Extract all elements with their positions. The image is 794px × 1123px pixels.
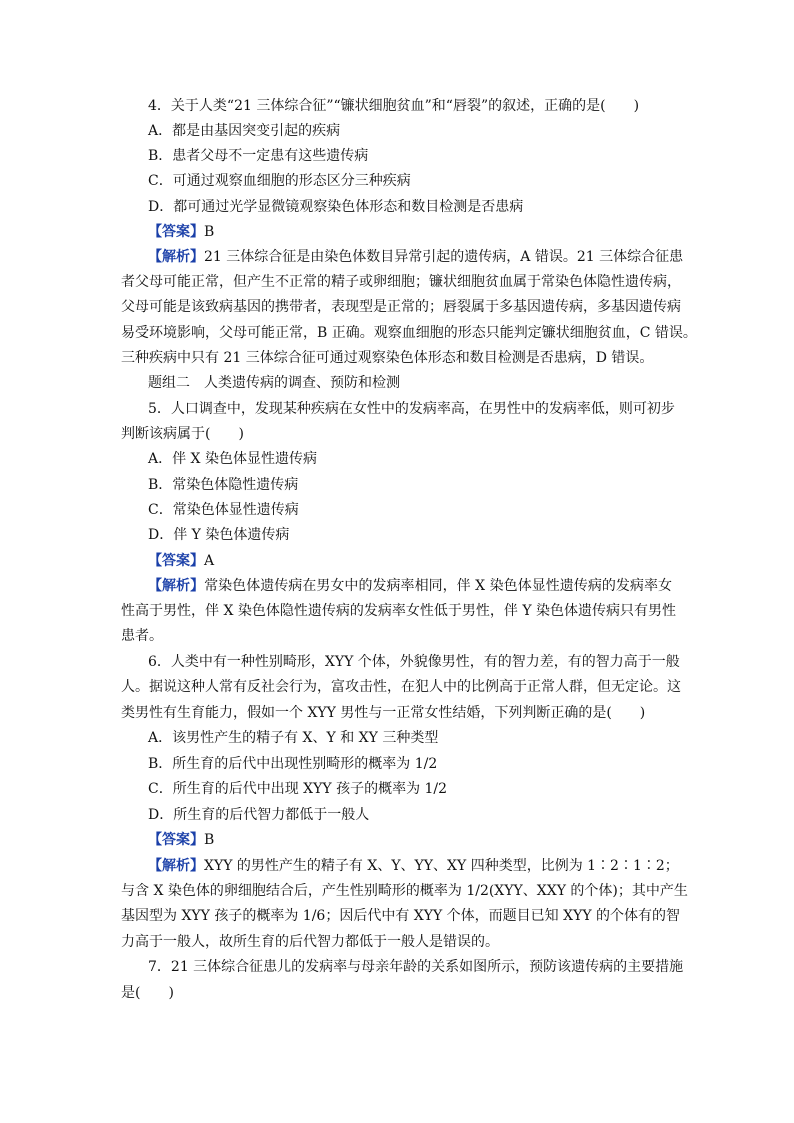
- answer-tag: 【答案】: [148, 832, 204, 848]
- q4-option-d: D．都可通过光学显微镜观察染色体形态和数目检测是否患病: [148, 199, 524, 215]
- q6-explain-line-2: 与含 X 染色体的卵细胞结合后，产生性别畸形的概率为 1/2(XYY、XXY 的个体)；其中产生: [121, 883, 688, 899]
- q4-explain-line-4: 易受环境影响，父母可能正常，B 正确。观察血细胞的形态只能判定镰状细胞贫血，C 错误。: [121, 325, 697, 341]
- q5-option-b: B．常染色体隐性遗传病: [148, 477, 299, 493]
- q6-stem-line-2: 人。据说这种人常有反社会行为，富攻击性，在犯人中的比例高于正常人群，但无定论。这: [121, 679, 681, 695]
- answer-tag: 【答案】: [148, 224, 204, 240]
- q6-explain-line-4: 力高于一般人，故所生育的后代智力都低于一般人是错误的。: [121, 934, 499, 950]
- explain-text: 21 三体综合征是由染色体数目异常引起的遗传病，A 错误。21 三体综合征患: [204, 249, 684, 265]
- explain-tag: 【解析】: [148, 858, 204, 874]
- q4-explain-line-3: 父母可能是该致病基因的携带者，表现型是正常的；唇裂属于多基因遗传病，多基因遗传病: [121, 299, 681, 315]
- q6-explain-line-3: 基因型为 XYY 孩子的概率为 1/6；因后代中有 XYY 个体，而题目已知 XYY 的个体有的智: [121, 908, 681, 924]
- q5-explain-line-3: 患者。: [121, 628, 163, 644]
- q6-option-a: A．该男性产生的精子有 X、Y 和 XY 三种类型: [148, 730, 439, 746]
- answer-value: B: [204, 224, 215, 240]
- q4-option-b: B．患者父母不一定患有这些遗传病: [148, 148, 369, 164]
- q5-option-c: C．常染色体显性遗传病: [148, 502, 299, 518]
- q4-option-a: A．都是由基因突变引起的疾病: [148, 123, 341, 139]
- answer-value: A: [204, 553, 215, 569]
- q5-stem-line-2: 判断该病属于( ): [121, 426, 244, 442]
- q6-answer: [148, 831, 214, 849]
- q5-answer: [148, 552, 214, 570]
- q4-option-c: C．可通过观察血细胞的形态区分三种疾病: [148, 173, 411, 189]
- explain-text: XYY 的男性产生的精子有 X、Y、YY、XY 四种类型，比例为 1∶2∶1∶2；: [204, 858, 679, 874]
- q7-stem-line-1: 7．21 三体综合征患儿的发病率与母亲年龄的关系如图所示，预防该遗传病的主要措施: [148, 959, 684, 975]
- q4-explain-line-5: 三种疾病中只有 21 三体综合征可通过观察染色体形态和数目检测是否患病，D 错误。: [121, 350, 654, 366]
- explain-tag: 【解析】: [148, 249, 204, 265]
- q6-explain-line-1: [148, 857, 679, 875]
- q5-explain-line-1: [148, 577, 672, 595]
- q6-option-d: D．所生育的后代智力都低于一般人: [148, 807, 370, 823]
- q4-stem: 4．关于人类“21 三体综合征”“镰状细胞贫血”和“唇裂”的叙述，正确的是( ): [148, 98, 640, 114]
- q4-explain-line-1: [148, 248, 684, 266]
- explain-tag: 【解析】: [148, 578, 205, 594]
- q5-option-a: A．伴 X 染色体显性遗传病: [148, 451, 317, 467]
- q5-option-d: D．伴 Y 染色体遗传病: [148, 527, 290, 543]
- answer-tag: 【答案】: [148, 553, 204, 569]
- q4-explain-line-2: 者父母可能正常，但产生不正常的精子或卵细胞；镰状细胞贫血属于常染色体隐性遗传病，: [121, 274, 681, 290]
- group-heading: 题组二 人类遗传病的调查、预防和检测: [148, 375, 400, 391]
- q5-explain-line-2: 性高于男性，伴 X 染色体隐性遗传病的发病率女性低于男性，伴 Y 染色体遗传病只有男性: [121, 603, 677, 619]
- q6-option-b: B．所生育的后代中出现性别畸形的概率为 1/2: [148, 756, 438, 772]
- q6-stem-line-3: 类男性有生育能力，假如一个 XYY 男性与一正常女性结婚，下列判断正确的是( ): [121, 705, 646, 721]
- q4-answer: [148, 223, 214, 241]
- answer-value: B: [204, 832, 215, 848]
- q7-stem-line-2: 是( ): [121, 985, 174, 1001]
- explain-text: 常染色体遗传病在男女中的发病率相同，伴 X 染色体显性遗传病的发病率女: [204, 578, 672, 594]
- q6-option-c: C．所生育的后代中出现 XYY 孩子的概率为 1/2: [148, 781, 448, 797]
- q5-stem-line-1: 5．人口调查中，发现某种疾病在女性中的发病率高，在男性中的发病率低，则可初步: [148, 401, 675, 417]
- q6-stem-line-1: 6．人类中有一种性别畸形，XYY 个体，外貌像男性，有的智力差，有的智力高于一般: [148, 654, 680, 670]
